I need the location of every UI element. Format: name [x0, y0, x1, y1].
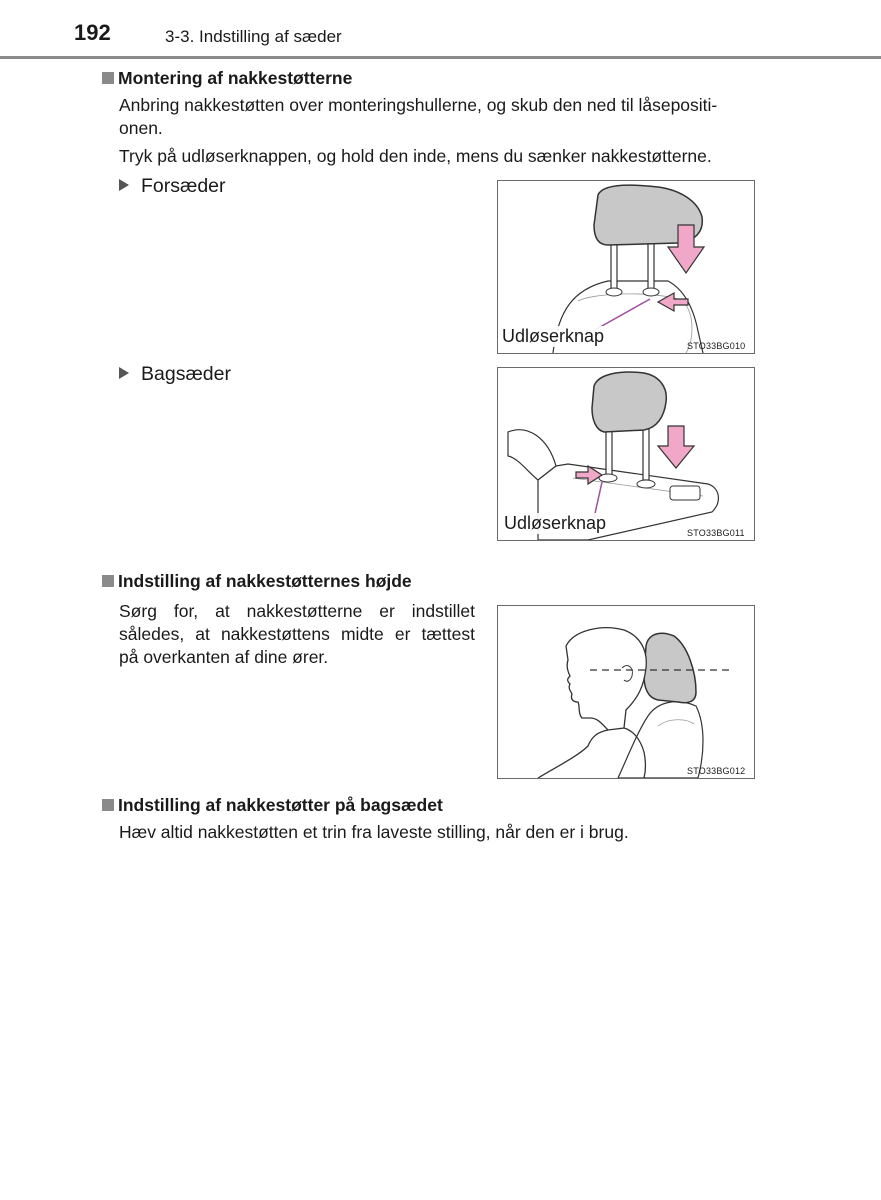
section-heading-text: Indstilling af nakkestøtter på bagsædet — [118, 795, 443, 815]
height-instruction-line3: på overkanten af dine ører. — [119, 647, 329, 667]
head-position-illustration — [498, 606, 754, 778]
section-heading-text: Montering af nakkestøtterne — [118, 68, 353, 88]
section-heading-rear-seat — [102, 795, 443, 816]
height-instruction — [119, 600, 475, 669]
front-seats-label: Forsæder — [141, 175, 226, 197]
page-number: 192 — [74, 20, 111, 45]
triangle-bullet-icon — [119, 367, 129, 379]
head-figure-code: STO33BG012 — [687, 766, 746, 776]
front-figure-code: STO33BG010 — [687, 341, 746, 351]
section-square-icon — [102, 799, 114, 811]
rear-seats-label: Bagsæder — [141, 363, 231, 385]
front-release-button-callout: Udløserknap — [502, 326, 605, 346]
rear-seats-item — [119, 363, 231, 386]
release-instruction: Tryk på udløserknappen, og hold den inde, mens du sænker nakkestøtterne. — [119, 146, 712, 166]
chapter-title: 3-3. Indstilling af sæder — [165, 27, 342, 46]
front-headrest-figure — [497, 180, 755, 354]
section-heading-mounting — [102, 68, 352, 89]
head-position-figure — [497, 605, 755, 779]
front-seats-item — [119, 175, 226, 198]
triangle-bullet-icon — [119, 179, 129, 191]
mounting-instruction — [119, 94, 717, 140]
height-instruction-line1: Sørg for, at nakkestøtterne er indstillet — [119, 601, 475, 621]
section-square-icon — [102, 72, 114, 84]
section-heading-text: Indstilling af nakkestøtternes højde — [118, 571, 412, 591]
height-instruction-line2: således, at nakkestøttens midte er tættest — [119, 624, 475, 644]
header-rule — [0, 56, 881, 59]
rear-release-button-callout: Udløserknap — [504, 513, 607, 533]
rear-headrest-instruction: Hæv altid nakkestøtten et trin fra laveste stilling, når den er i brug. — [119, 822, 629, 842]
section-square-icon — [102, 575, 114, 587]
rear-headrest-figure — [497, 367, 755, 541]
mounting-instruction-line1: Anbring nakkestøtten over monteringshullerne, og skub den ned til låsepositi- — [119, 95, 718, 115]
section-heading-height — [102, 571, 412, 592]
mounting-instruction-line2: onen. — [119, 118, 163, 138]
rear-figure-code: STO33BG011 — [687, 528, 745, 538]
